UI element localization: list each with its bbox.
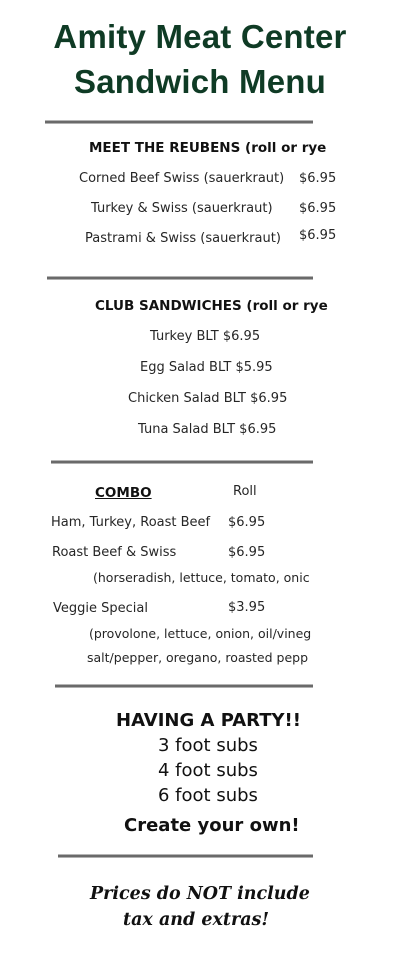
divider (55, 684, 313, 688)
reuben-item-price: $6.95 (299, 228, 337, 243)
reuben-item-name: Pastrami & Swiss (sauerkraut) (85, 231, 281, 246)
reuben-item-price: $6.95 (299, 171, 337, 186)
party-heading: HAVING A PARTY!! (116, 710, 301, 731)
divider (45, 120, 313, 124)
combo-item-price: $6.95 (228, 545, 266, 560)
club-item: Turkey BLT $6.95 (150, 329, 261, 344)
party-line: 4 foot subs (158, 760, 258, 781)
combo-item-detail: salt/pepper, oregano, roasted pepp (87, 650, 309, 665)
reubens-heading: MEET THE REUBENS (roll or rye (89, 140, 327, 156)
combo-item-price: $6.95 (228, 515, 266, 530)
club-item: Egg Salad BLT $5.95 (140, 360, 273, 375)
combo-item-name: Ham, Turkey, Roast Beef (51, 515, 211, 530)
combo-item-name: Veggie Special (53, 601, 148, 616)
reuben-item-name: Turkey & Swiss (sauerkraut) (91, 201, 273, 216)
reuben-item-price: $6.95 (299, 201, 337, 216)
divider (58, 854, 313, 858)
menu-title-line-1: Amity Meat Center (53, 18, 347, 55)
reuben-item-name: Corned Beef Swiss (sauerkraut) (79, 171, 285, 186)
footer-note-line-2: tax and extras! (123, 910, 270, 930)
party-line: 3 foot subs (158, 735, 258, 756)
club-item: Chicken Salad BLT $6.95 (128, 391, 288, 406)
combo-item-detail: (provolone, lettuce, onion, oil/vineg (89, 626, 312, 641)
divider (51, 460, 313, 464)
combo-heading: COMBO (95, 485, 152, 501)
party-cta: Create your own! (124, 815, 300, 836)
combo-column-label: Roll (233, 484, 257, 499)
menu-title-line-2: Sandwich Menu (74, 63, 326, 100)
footer-note-line-1: Prices do NOT include (90, 884, 310, 904)
club-item: Tuna Salad BLT $6.95 (138, 422, 277, 437)
club-heading: CLUB SANDWICHES (roll or rye (95, 298, 328, 314)
party-line: 6 foot subs (158, 785, 258, 806)
combo-item-name: Roast Beef & Swiss (52, 545, 177, 560)
combo-item-detail: (horseradish, lettuce, tomato, onic (93, 570, 310, 585)
combo-item-price: $3.95 (228, 600, 266, 615)
divider (47, 276, 313, 280)
